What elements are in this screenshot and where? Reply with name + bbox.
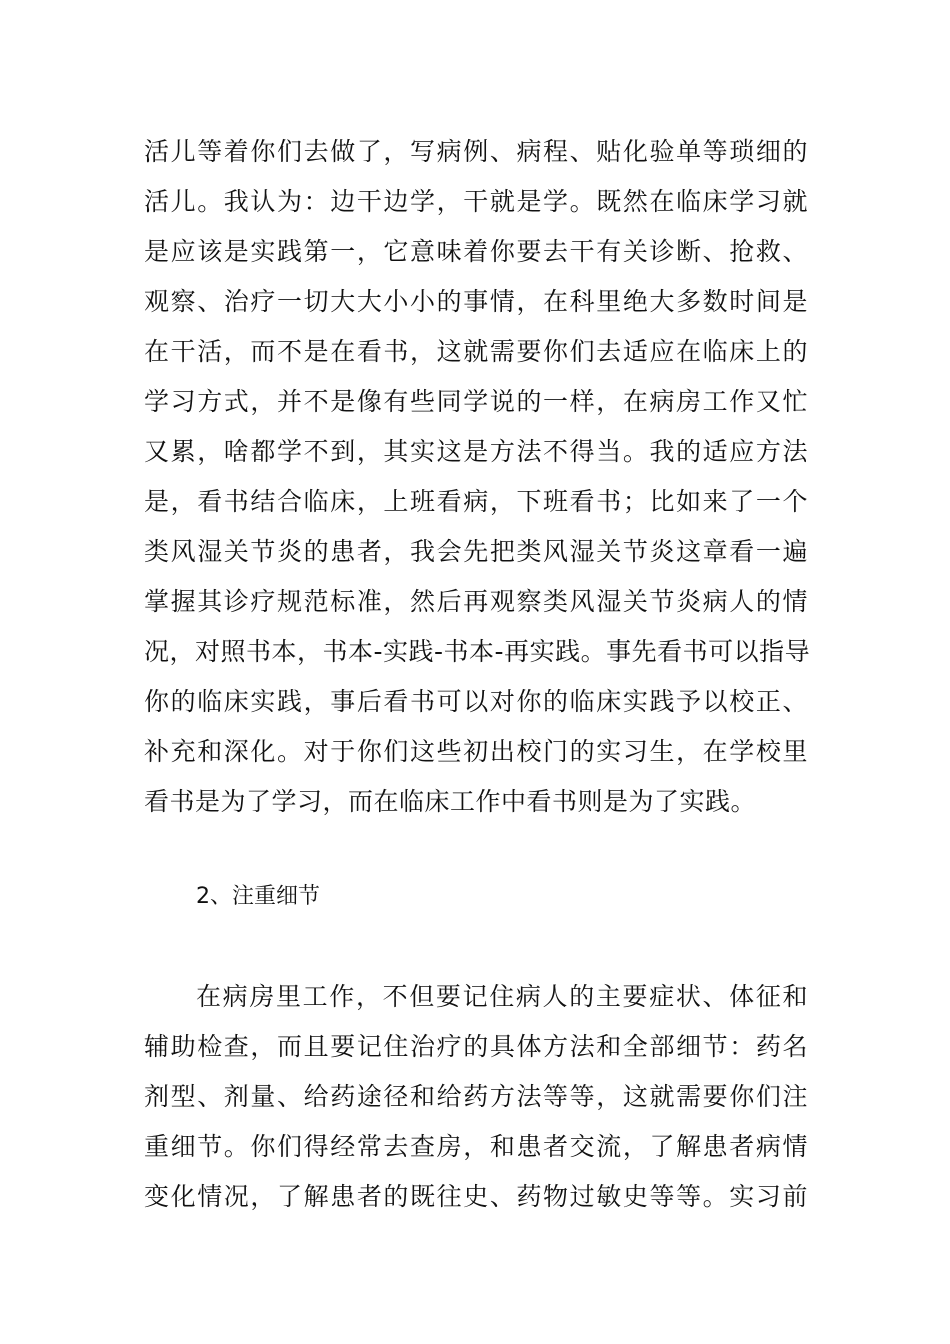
paragraph-line: 掌握其诊疗规范标准，然后再观察类风湿关节炎病人的情 [144, 587, 808, 616]
paragraph-line: 辅助检查，而且要记住治疗的具体方法和全部细节：药名 [144, 1032, 808, 1061]
paragraph-line: 变化情况，了解患者的既往史、药物过敏史等等。实习前 [144, 1182, 808, 1211]
paragraph-line: 活儿。我认为：边干边学，干就是学。既然在临床学习就 [144, 187, 808, 216]
paragraph-line: 在病房里工作，不但要记住病人的主要症状、体征和 [196, 982, 808, 1011]
paragraph-line: 又累，啥都学不到，其实这是方法不得当。我的适应方法 [144, 437, 808, 466]
paragraph-line: 观察、治疗一切大大小小的事情，在科里绝大多数时间是 [144, 287, 808, 316]
section-heading: 2、注重细节 [196, 884, 320, 909]
paragraph-line: 是应该是实践第一，它意味着你要去干有关诊断、抢救、 [144, 237, 808, 266]
paragraph-line: 补充和深化。对于你们这些初出校门的实习生，在学校里 [144, 737, 808, 766]
paragraph-line: 剂型、剂量、给药途径和给药方法等等，这就需要你们注 [144, 1082, 808, 1111]
paragraph-line: 是，看书结合临床，上班看病，下班看书；比如来了一个 [144, 487, 808, 516]
paragraph-line: 类风湿关节炎的患者，我会先把类风湿关节炎这章看一遍 [144, 537, 808, 566]
paragraph-line: 在干活，而不是在看书，这就需要你们去适应在临床上的 [144, 337, 808, 366]
paragraph-line: 学习方式，并不是像有些同学说的一样，在病房工作又忙 [144, 387, 808, 416]
paragraph-line: 况，对照书本，书本-实践-书本-再实践。事先看书可以指导 [144, 637, 811, 666]
paragraph-line: 活儿等着你们去做了，写病例、病程、贴化验单等琐细的 [144, 137, 808, 166]
paragraph-2 [144, 972, 808, 1222]
paragraph-line: 看书是为了学习，而在临床工作中看书则是为了实践。 [144, 787, 757, 816]
paragraph-line: 你的临床实践，事后看书可以对你的临床实践予以校正、 [144, 687, 808, 716]
paragraph-line: 重细节。你们得经常去查房，和患者交流，了解患者病情 [144, 1132, 808, 1161]
paragraph-1 [144, 127, 811, 827]
